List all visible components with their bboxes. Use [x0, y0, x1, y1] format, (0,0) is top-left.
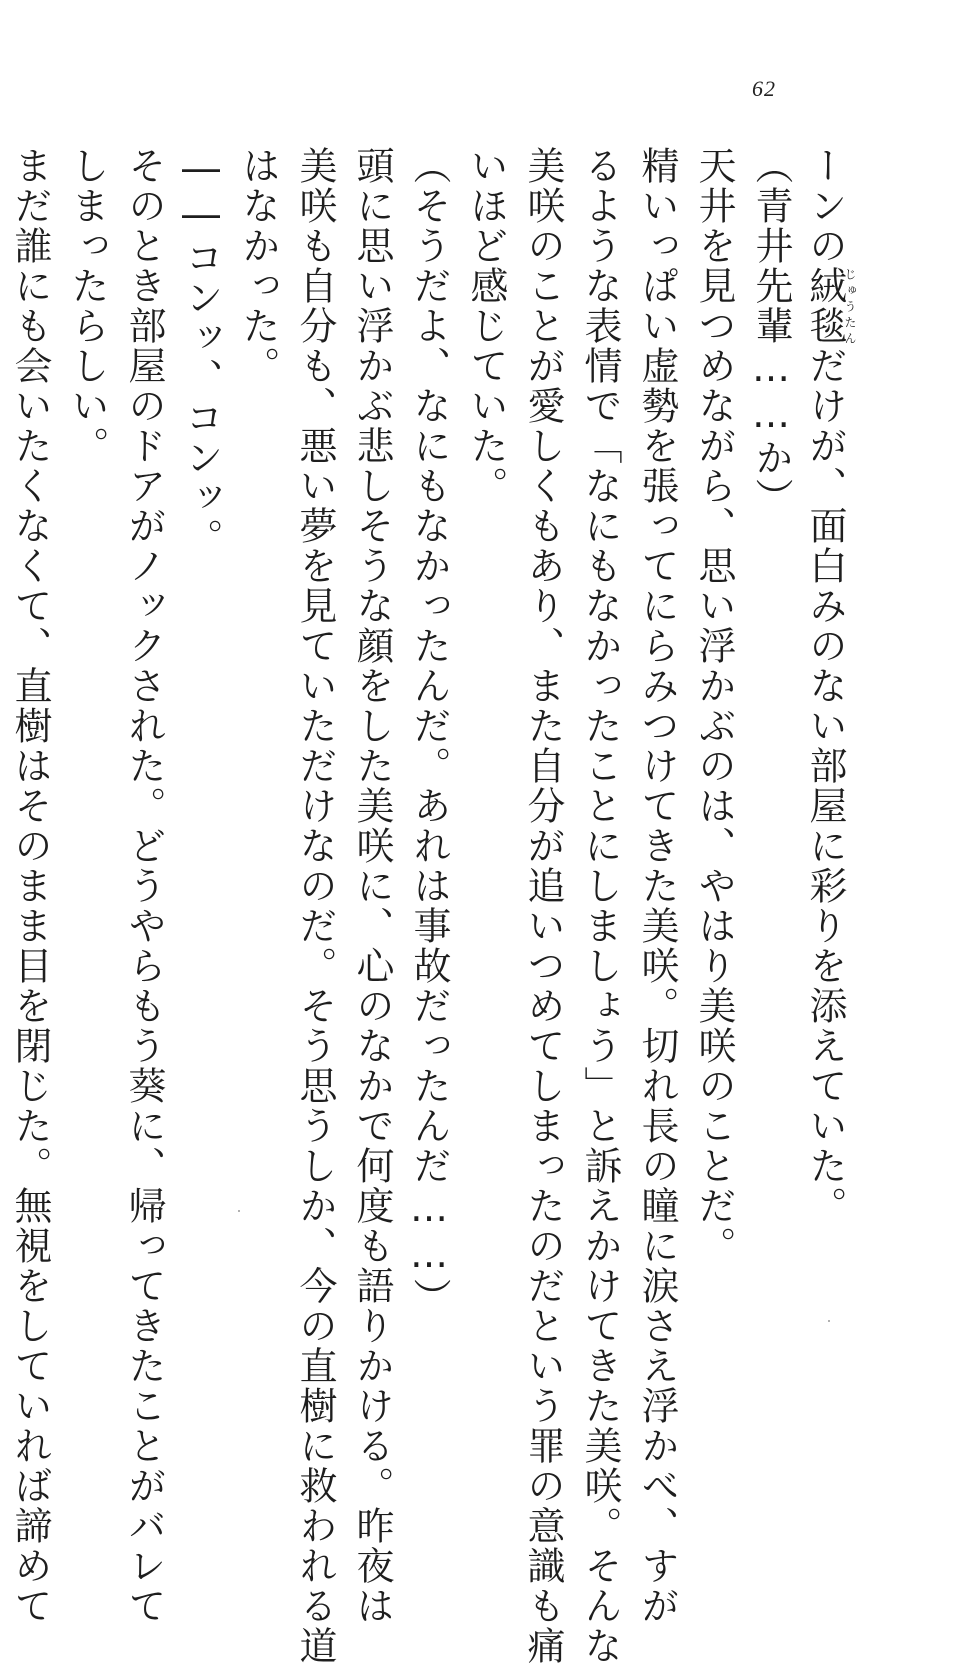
text-line: しまったらしい。	[65, 146, 109, 466]
text-line: ――コンッ、コンッ。	[179, 146, 223, 558]
text-line: 美咲のことが愛しくもあり、また自分が追いつめてしまったのだという罪の意識も痛	[521, 146, 565, 1666]
vertical-text-block	[8, 146, 857, 1666]
text-line: はなかった。	[236, 146, 280, 386]
text-line: （青井先輩……か）	[749, 146, 793, 518]
page-number: 62	[752, 76, 776, 101]
text-line: （そうだよ、なにもなかったんだ。あれは事故だったんだ……）	[407, 146, 451, 1318]
text-line: るような表情で「なにもなかったことにしましょう」と訴えかけてきた美咲。そんな	[578, 146, 622, 1666]
ruby-reading: じゅうたん	[843, 266, 857, 346]
text-line: そのとき部屋のドアがノックされた。どうやらもう葵に、帰ってきたことがバレて	[122, 146, 166, 1626]
text-line: 精いっぱい虚勢を張ってにらみつけてきた美咲。切れ長の瞳に涙さえ浮かべ、すが	[635, 146, 679, 1626]
text-line: 天井を見つめながら、思い浮かぶのは、やはり美咲のことだ。	[692, 146, 736, 1266]
text-line: 頭に思い浮かぶ悲しそうな顔をした美咲に、心のなかで何度も語りかける。昨夜は	[350, 146, 394, 1626]
text-line: いほど感じていた。	[464, 146, 508, 506]
text-line: 美咲も自分も、悪い夢を見ていただけなのだ。そう思うしか、今の直樹に救われる道	[293, 146, 337, 1666]
text-line: まだ誰にも会いたくなくて、直樹はそのまま目を閉じた。無視をしていれば諦めて	[8, 146, 52, 1626]
scan-speck	[238, 1210, 240, 1212]
scan-speck	[828, 1320, 830, 1322]
ruby-annotation: 絨毯じゅうたん	[803, 266, 857, 346]
text-line: ーンの絨毯じゅうたんだけが、面白みのない部屋に彩りを添えていた。	[803, 146, 857, 1226]
